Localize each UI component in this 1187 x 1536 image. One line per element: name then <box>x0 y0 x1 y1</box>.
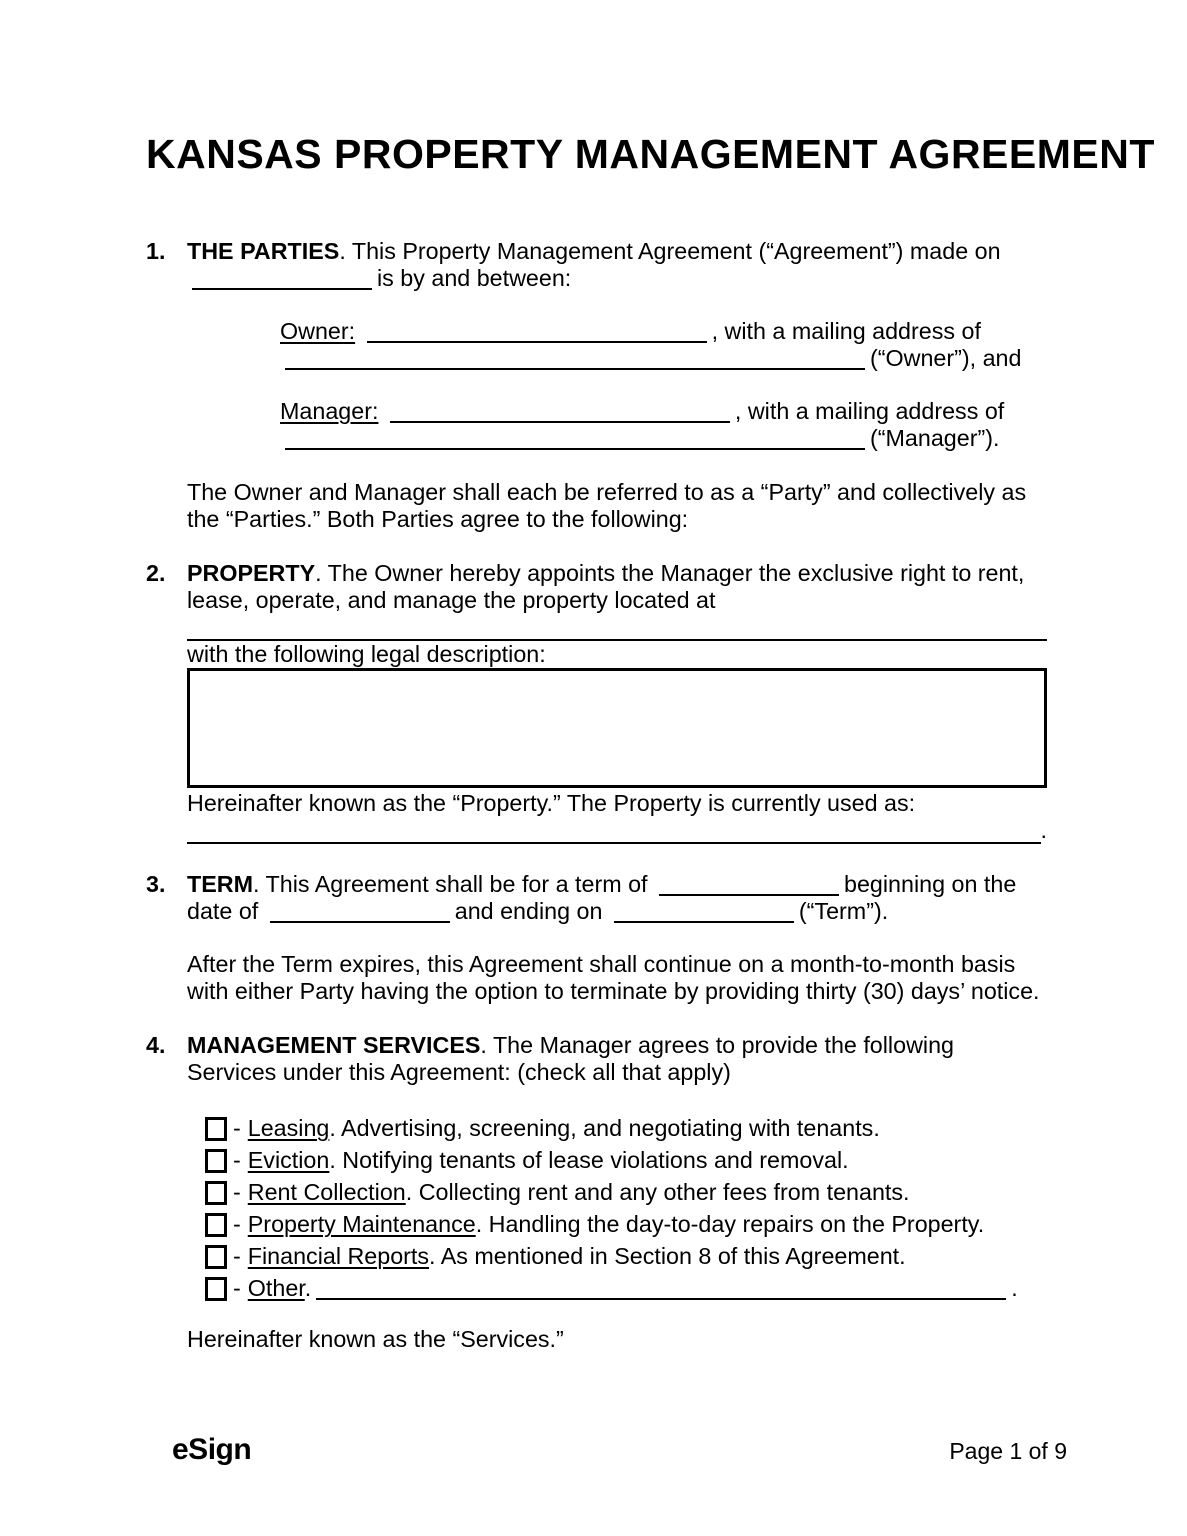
parties-intro <box>187 238 1047 292</box>
service-label-financial-reports: Financial Reports <box>247 1243 430 1269</box>
services-intro <box>187 1032 1047 1086</box>
service-row-property-maintenance <box>205 1208 1047 1240</box>
owner-mid-text: , with a mailing address of <box>711 318 981 344</box>
service-label-rent-collection: Rent Collection <box>247 1179 406 1205</box>
owner-address-blank[interactable] <box>285 352 865 370</box>
property-use-period: . <box>1040 817 1047 843</box>
manager-mid-text: , with a mailing address of <box>734 398 1005 424</box>
term-paragraph <box>187 871 1047 925</box>
term-text-d: (“Term”). <box>798 898 889 924</box>
term-text-c: and ending on <box>454 898 603 924</box>
parties-intro-cont: is by and between: <box>377 265 572 291</box>
section-term <box>146 871 1047 1005</box>
property-address-line <box>187 616 1047 641</box>
service-desc-leasing: . Advertising, screening, and negotiating with tenants. <box>329 1115 880 1141</box>
owner-label: Owner: <box>280 318 356 344</box>
service-desc-eviction: . Notifying tenants of lease violations and removal. <box>329 1147 849 1173</box>
section-heading: TERM <box>187 871 254 897</box>
legal-description-label: with the following legal description: <box>187 641 546 667</box>
property-intro-text: . The Owner hereby appoints the Manager the exclusive right to rent, lease, operate, and manage the property located at <box>187 560 1025 613</box>
services-checklist <box>205 1112 1047 1304</box>
section-heading: MANAGEMENT SERVICES <box>187 1032 481 1058</box>
other-service-blank[interactable] <box>316 1282 1006 1300</box>
term-end-date-blank[interactable] <box>614 905 794 923</box>
dash: - <box>233 1211 241 1237</box>
property-hereinafter: Hereinafter known as the “Property.” The Property is currently used as: <box>187 790 916 816</box>
checkbox-property-maintenance[interactable] <box>205 1213 227 1237</box>
section-number: 2. <box>146 560 166 586</box>
service-label-eviction: Eviction <box>247 1147 330 1173</box>
section-heading: THE PARTIES <box>187 238 340 264</box>
legal-description-box[interactable] <box>187 668 1047 788</box>
section-heading: PROPERTY <box>187 560 316 586</box>
dash: - <box>233 1147 241 1173</box>
service-label-leasing: Leasing <box>247 1115 330 1141</box>
checkbox-other[interactable] <box>205 1277 227 1301</box>
checkbox-eviction[interactable] <box>205 1149 227 1173</box>
service-desc-property-maintenance: . Handling the day-to-day repairs on the Property. <box>475 1211 985 1237</box>
manager-name-blank[interactable] <box>390 405 730 423</box>
checkbox-rent-collection[interactable] <box>205 1181 227 1205</box>
parties-intro-text: . This Property Management Agreement (“Agreement”) made on <box>339 238 1001 264</box>
term-text-a: . This Agreement shall be for a term of <box>253 871 648 897</box>
service-desc-financial-reports: . As mentioned in Section 8 of this Agreement. <box>429 1243 906 1269</box>
service-row-rent-collection <box>205 1176 1047 1208</box>
esign-logo: eSign <box>172 1433 252 1466</box>
property-intro <box>187 560 1047 614</box>
term-renewal-paragraph: After the Term expires, this Agreement shall continue on a month-to-month basis with either Party having the option to terminate by providing thirty (30) days’ notice. <box>187 951 1040 1004</box>
owner-end-text: (“Owner”), and <box>870 345 1022 371</box>
section-number: 3. <box>146 871 166 897</box>
manager-end-text: (“Manager”). <box>870 425 1000 451</box>
term-length-blank[interactable] <box>659 878 839 896</box>
service-label-other: Other <box>247 1275 305 1301</box>
section-management-services <box>146 1032 1047 1353</box>
checkbox-financial-reports[interactable] <box>205 1245 227 1269</box>
document-title: KANSAS PROPERTY MANAGEMENT AGREEMENT <box>146 131 1155 177</box>
term-start-date-blank[interactable] <box>270 905 450 923</box>
agreement-date-blank[interactable] <box>192 272 372 290</box>
parties-closing: The Owner and Manager shall each be referred to as a “Party” and collectively as the “Parties.” Both Parties agree to the following: <box>187 479 1027 532</box>
manager-address-blank[interactable] <box>285 432 865 450</box>
owner-block <box>280 318 1047 372</box>
dash: - <box>233 1179 241 1205</box>
service-row-financial-reports <box>205 1240 1047 1272</box>
services-intro-text: . The Manager agrees to provide the following Services under this Agreement: (check all that apply) <box>187 1032 954 1085</box>
section-number: 1. <box>146 238 166 264</box>
section-property <box>146 560 1047 844</box>
dash: - <box>233 1115 241 1141</box>
checkbox-leasing[interactable] <box>205 1117 227 1141</box>
section-the-parties <box>146 238 1047 533</box>
other-trailing-period: . <box>1011 1275 1018 1301</box>
term-text-b: beginning on the date of <box>187 871 1017 924</box>
manager-label: Manager: <box>280 398 379 424</box>
service-desc-other: . <box>304 1275 312 1301</box>
dash: - <box>233 1275 241 1301</box>
service-row-eviction <box>205 1144 1047 1176</box>
services-closing: Hereinafter known as the “Services.” <box>187 1326 564 1352</box>
service-desc-rent-collection: . Collecting rent and any other fees from tenants. <box>405 1179 910 1205</box>
section-number: 4. <box>146 1032 166 1058</box>
page-indicator: Page 1 of 9 <box>949 1438 1067 1464</box>
page-footer <box>172 1433 1067 1466</box>
service-row-other <box>205 1272 1047 1304</box>
service-label-property-maintenance: Property Maintenance <box>247 1211 476 1237</box>
owner-name-blank[interactable] <box>367 325 707 343</box>
document-body <box>146 0 1155 1353</box>
service-row-leasing <box>205 1112 1047 1144</box>
property-use-blank[interactable] <box>187 817 1047 844</box>
manager-block <box>280 398 1047 452</box>
property-use-line <box>187 819 1041 844</box>
dash: - <box>233 1243 241 1269</box>
property-address-blank[interactable] <box>187 614 1047 641</box>
